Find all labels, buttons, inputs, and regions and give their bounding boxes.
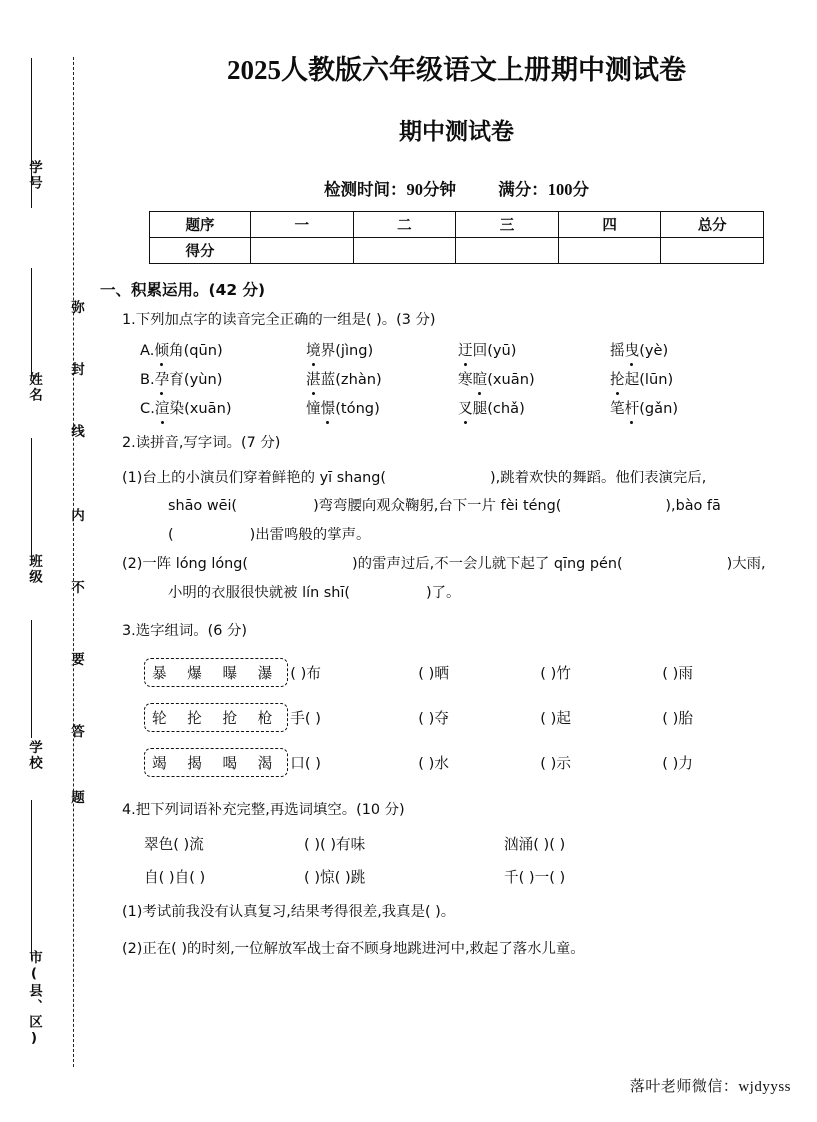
margin-label-student-id <box>24 160 44 191</box>
char-answer-slot[interactable]: 手( ) <box>290 710 321 728</box>
dotted-char: 暄 <box>473 368 488 389</box>
dotted-char: 倾 <box>154 339 169 360</box>
char-answer-slot[interactable]: ( )布 <box>290 665 321 683</box>
dotted-char: 孕 <box>155 368 170 389</box>
idiom-slot[interactable]: 千( )一( ) <box>504 869 566 887</box>
question-2-part-1 <box>100 464 817 608</box>
char-answer-slot[interactable]: 口( ) <box>290 755 321 773</box>
table-row <box>150 212 764 238</box>
option-word-rest: 育 <box>169 371 184 389</box>
exam-content <box>96 278 817 961</box>
question-3-row-3 <box>100 748 817 777</box>
option-word-rest: 界 <box>320 342 336 360</box>
q2-text: (1)台上的小演员们穿着鲜艳的 yī shang( <box>122 469 387 486</box>
seal-char: 弥 <box>68 300 84 316</box>
option-pinyin: (yū) <box>487 342 517 360</box>
seal-char: 内 <box>68 508 84 524</box>
char-answer-slot[interactable]: ( )雨 <box>662 665 693 683</box>
option-word-rest: 蓝 <box>320 371 336 389</box>
score-input-cell[interactable] <box>251 238 354 264</box>
char-choice-box[interactable]: 轮 抡 抢 枪 <box>144 703 288 732</box>
dotted-char: 湛 <box>306 368 321 389</box>
dotted-char: 迂 <box>458 339 473 360</box>
option-pinyin: (yùn) <box>183 371 223 389</box>
option-pinyin: (tóng) <box>335 400 380 418</box>
dotted-char: 叉 <box>458 397 473 418</box>
option-item <box>306 368 458 389</box>
footer-watermark: 落叶老师微信：wjdyyss <box>629 1079 791 1095</box>
dotted-char: 渲 <box>155 397 170 418</box>
option-item <box>458 368 610 389</box>
option-label: B. <box>140 371 155 389</box>
margin-rule-3 <box>31 438 32 558</box>
margin-label-text: 姓名 <box>26 372 42 403</box>
char-answer-slot[interactable]: ( )起 <box>540 710 571 728</box>
q2-text: (2)一阵 lóng lóng( <box>122 556 249 573</box>
option-word-head: 摇 <box>610 342 625 360</box>
margin-rule-5 <box>31 800 32 960</box>
q4-fill-text: (2)正在( )的时刻,一位解放军战士奋不顾身地跳进河中,救起了落水儿童。 <box>122 941 585 958</box>
char-choice-box[interactable]: 竭 揭 喝 渴 <box>144 748 288 777</box>
seal-line-char-6 <box>66 724 86 740</box>
option-label: A. <box>140 342 155 360</box>
margin-label-text: 班级 <box>26 554 42 585</box>
q4-fill-text: (1)考试前我没有认真复习,结果考得很差,我真是( )。 <box>122 904 456 921</box>
score-cell: 二 <box>353 212 456 238</box>
dotted-char: 曳 <box>625 339 640 360</box>
question-4-idiom-row-2 <box>100 866 817 887</box>
question-4-fill-2[interactable] <box>100 938 817 961</box>
q2-line <box>122 579 817 608</box>
margin-rule-4 <box>31 620 32 738</box>
margin-label-class <box>24 554 44 585</box>
exam-total-score: 满分：100分 <box>498 180 589 199</box>
option-word-rest: 腿 <box>472 400 488 418</box>
q2-text: )了。 <box>426 584 461 601</box>
question-3-row-1 <box>100 658 817 687</box>
section-heading-1: 一、积累运用。(42 分) <box>100 281 266 299</box>
char-answer-slot[interactable]: ( )水 <box>418 755 449 773</box>
option-pinyin: (xuān) <box>487 371 535 389</box>
score-table <box>149 211 764 264</box>
seal-char: 线 <box>68 424 84 440</box>
idiom-slot[interactable]: 汹涌( )( ) <box>504 836 566 854</box>
margin-label-school <box>24 740 44 771</box>
char-answer-group <box>290 752 784 773</box>
option-pinyin: (zhàn) <box>335 371 382 389</box>
dotted-char: 杆 <box>625 397 640 418</box>
question-4-stem: 4.把下列词语补充完整,再选词填空。(10 分) <box>122 802 405 819</box>
option-word-head: 寒 <box>458 371 473 389</box>
question-3-stem: 3.选字组词。(6 分) <box>122 622 248 639</box>
dotted-char: 憬 <box>321 397 336 418</box>
char-choice-box[interactable]: 暴 爆 曝 瀑 <box>144 658 288 687</box>
option-item <box>610 368 762 389</box>
score-input-cell[interactable] <box>558 238 661 264</box>
char-answer-slot[interactable]: ( )胎 <box>662 710 693 728</box>
idiom-slot[interactable]: ( )( )有味 <box>304 836 366 854</box>
exam-meta <box>96 176 817 200</box>
option-pinyin: (gǎn) <box>639 400 679 418</box>
margin-label-text: 市(县、区) <box>26 950 42 1048</box>
option-item <box>140 339 306 360</box>
option-pinyin: (xuān) <box>184 400 232 418</box>
dotted-char: 抡 <box>610 368 625 389</box>
score-cell: 总分 <box>661 212 764 238</box>
seal-line-char-1 <box>66 362 86 378</box>
q2-text: ( <box>168 527 174 544</box>
seal-dashed-line <box>73 57 74 1067</box>
option-item <box>458 397 610 418</box>
option-word-rest: 起 <box>624 371 640 389</box>
q2-text: )的雷声过后,不一会儿就下起了 qīng pén( <box>352 556 623 573</box>
page-title: 2025人教版六年级语文上册期中测试卷 <box>227 55 686 85</box>
option-pinyin: (lūn) <box>639 371 674 389</box>
option-pinyin: (yè) <box>639 342 669 360</box>
option-item <box>610 339 762 360</box>
binding-margin <box>0 0 96 1122</box>
score-input-cell[interactable] <box>661 238 764 264</box>
seal-char: 答 <box>68 724 84 740</box>
char-answer-slot[interactable]: ( )夺 <box>418 710 449 728</box>
q2-text: ),bào fā <box>665 498 721 515</box>
question-1-option-c[interactable] <box>100 397 817 418</box>
question-1-option-a[interactable] <box>100 339 817 360</box>
char-answer-slot[interactable]: ( )晒 <box>418 665 449 683</box>
option-word-rest: 回 <box>472 342 488 360</box>
seal-char: 封 <box>68 362 84 378</box>
exam-sheet <box>96 0 817 1122</box>
seal-char: 要 <box>68 652 84 668</box>
q2-text: shāo wēi( <box>168 498 238 515</box>
option-word-rest: 角 <box>168 342 184 360</box>
char-answer-slot[interactable]: ( )竹 <box>540 665 571 683</box>
char-answer-slot[interactable]: ( )力 <box>662 755 693 773</box>
option-word-rest: 染 <box>169 400 185 418</box>
seal-char: 题 <box>68 790 84 806</box>
q2-text: ),跳着欢快的舞蹈。他们表演完后, <box>490 469 707 486</box>
seal-line-char-7 <box>66 790 86 806</box>
option-pinyin: (qūn) <box>183 342 223 360</box>
option-pinyin: (chǎ) <box>487 400 525 418</box>
q2-text: 小明的衣服很快就被 lín shī( <box>168 584 351 601</box>
option-item <box>306 339 458 360</box>
question-4-idiom-row-1 <box>100 833 817 854</box>
option-item <box>610 397 762 418</box>
seal-line-char-3 <box>66 508 86 524</box>
idiom-slot[interactable]: ( )惊( )跳 <box>304 869 366 887</box>
option-label: C. <box>140 400 155 418</box>
question-1-stem: 1.下列加点字的读音完全正确的一组是( )。(3 分) <box>122 312 436 328</box>
seal-char: 不 <box>68 580 84 596</box>
option-pinyin: (jìng) <box>335 342 374 360</box>
option-word-head: 笔 <box>610 400 625 418</box>
score-cell: 三 <box>456 212 559 238</box>
margin-rule-2 <box>31 268 32 376</box>
score-cell: 得分 <box>150 238 251 264</box>
option-item <box>140 397 306 418</box>
question-1-option-b[interactable] <box>100 368 817 389</box>
exam-duration: 检测时间：90分钟 <box>324 180 456 199</box>
score-cell: 四 <box>558 212 661 238</box>
score-input-cell[interactable] <box>353 238 456 264</box>
q2-text: )大雨, <box>726 556 766 573</box>
char-answer-slot[interactable]: ( )示 <box>540 755 571 773</box>
margin-label-name <box>24 372 44 403</box>
seal-line-char-4 <box>66 580 86 596</box>
q2-text: )出雷鸣般的掌声。 <box>249 527 371 544</box>
question-4-fill-1[interactable] <box>100 901 817 924</box>
score-cell: 一 <box>251 212 354 238</box>
question-3-row-2 <box>100 703 817 732</box>
char-answer-group <box>290 662 784 683</box>
seal-line-char-5 <box>66 652 86 668</box>
option-item <box>458 339 610 360</box>
q2-line <box>122 464 817 493</box>
page-subtitle: 期中测试卷 <box>399 119 514 144</box>
seal-line-char-0 <box>66 300 86 316</box>
seal-line-char-2 <box>66 424 86 440</box>
question-2-stem: 2.读拼音,写字词。(7 分) <box>122 435 281 452</box>
score-input-cell[interactable] <box>456 238 559 264</box>
q2-line <box>122 550 817 579</box>
option-item <box>140 368 306 389</box>
margin-label-text: 学号 <box>26 160 42 191</box>
option-item <box>306 397 458 418</box>
margin-label-district <box>24 950 44 1048</box>
table-row <box>150 238 764 264</box>
char-answer-group <box>290 707 784 728</box>
q2-line <box>122 521 817 550</box>
idiom-slot[interactable]: 翠色( )流 <box>144 836 204 854</box>
q2-line <box>122 492 817 521</box>
idiom-slot[interactable]: 自( )自( ) <box>144 869 206 887</box>
q2-text: )弯弯腰向观众鞠躬,台下一片 fèi téng( <box>313 498 562 515</box>
score-cell: 题序 <box>150 212 251 238</box>
margin-label-text: 学校 <box>26 740 42 771</box>
dotted-char: 境 <box>306 339 321 360</box>
option-word-head: 憧 <box>306 400 321 418</box>
